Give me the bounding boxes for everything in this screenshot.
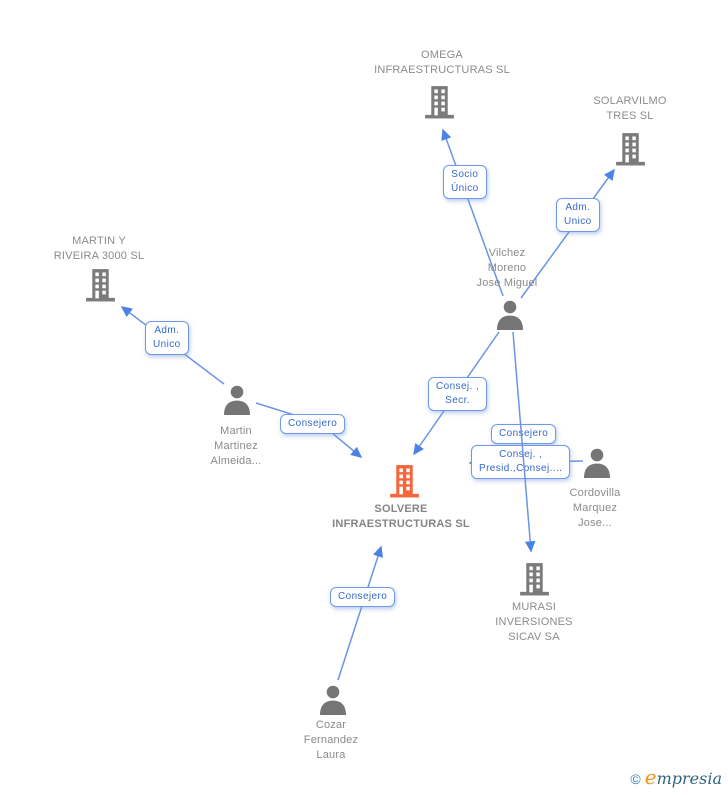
- building-icon: [612, 130, 649, 167]
- edge-label-socio-unico[interactable]: Socio Único: [443, 165, 487, 199]
- edge-label-adm-unico-right[interactable]: Adm. Unico: [556, 198, 600, 232]
- company-node-solarvilmo[interactable]: [612, 130, 649, 167]
- company-node-omega[interactable]: [421, 83, 458, 120]
- person-node-cordovilla[interactable]: [580, 446, 614, 480]
- company-name-martin-riveira: MARTIN Y RIVEIRA 3000 SL: [53, 235, 145, 262]
- person-icon: [580, 446, 614, 480]
- building-icon: [516, 560, 553, 597]
- company-node-martin-riveira[interactable]: [82, 266, 119, 303]
- company-node-murasi[interactable]: [516, 560, 553, 597]
- person-icon: [493, 298, 527, 332]
- edge-cozar-solvere: [338, 547, 381, 680]
- empresia-watermark[interactable]: [630, 765, 722, 789]
- person-name-vilchez: Vilchez Moreno Jose Miguel: [476, 247, 538, 289]
- building-icon: [82, 266, 119, 303]
- edge-label-consej-secr[interactable]: Consej. , Secr.: [428, 377, 487, 411]
- person-name-cordovilla: Cordovilla Marquez Jose...: [569, 487, 621, 529]
- building-icon-highlighted: [386, 462, 423, 499]
- edge-label-consejero-mid[interactable]: Consejero: [280, 414, 345, 434]
- person-name-cozar: Cozar Fernandez Laura: [303, 719, 359, 761]
- company-name-murasi: MURASI INVERSIONES SICAV SA: [495, 601, 573, 643]
- brand-logo: empresia: [644, 765, 722, 789]
- copyright-icon: ©: [630, 771, 641, 787]
- edge-label-consejero-right[interactable]: Consejero: [491, 424, 556, 444]
- edge-label-consej-presid[interactable]: Consej. , Presid.,Consej....: [471, 445, 570, 479]
- company-name-solvere: SOLVERE INFRAESTRUCTURAS SL: [332, 503, 470, 530]
- edge-label-adm-unico-left[interactable]: Adm. Unico: [145, 321, 189, 355]
- person-icon: [316, 683, 350, 717]
- person-name-martin: Martin Martinez Almeida...: [210, 425, 262, 467]
- person-icon: [220, 383, 254, 417]
- company-name-omega: OMEGA INFRAESTRUCTURAS SL: [374, 49, 510, 76]
- building-icon: [421, 83, 458, 120]
- company-node-solvere[interactable]: [386, 462, 423, 499]
- person-node-martin[interactable]: [220, 383, 254, 417]
- edge-label-consejero-bottom[interactable]: Consejero: [330, 587, 395, 607]
- person-node-vilchez[interactable]: [493, 298, 527, 332]
- person-node-cozar[interactable]: [316, 683, 350, 717]
- company-name-solarvilmo: SOLARVILMO TRES SL: [593, 95, 667, 122]
